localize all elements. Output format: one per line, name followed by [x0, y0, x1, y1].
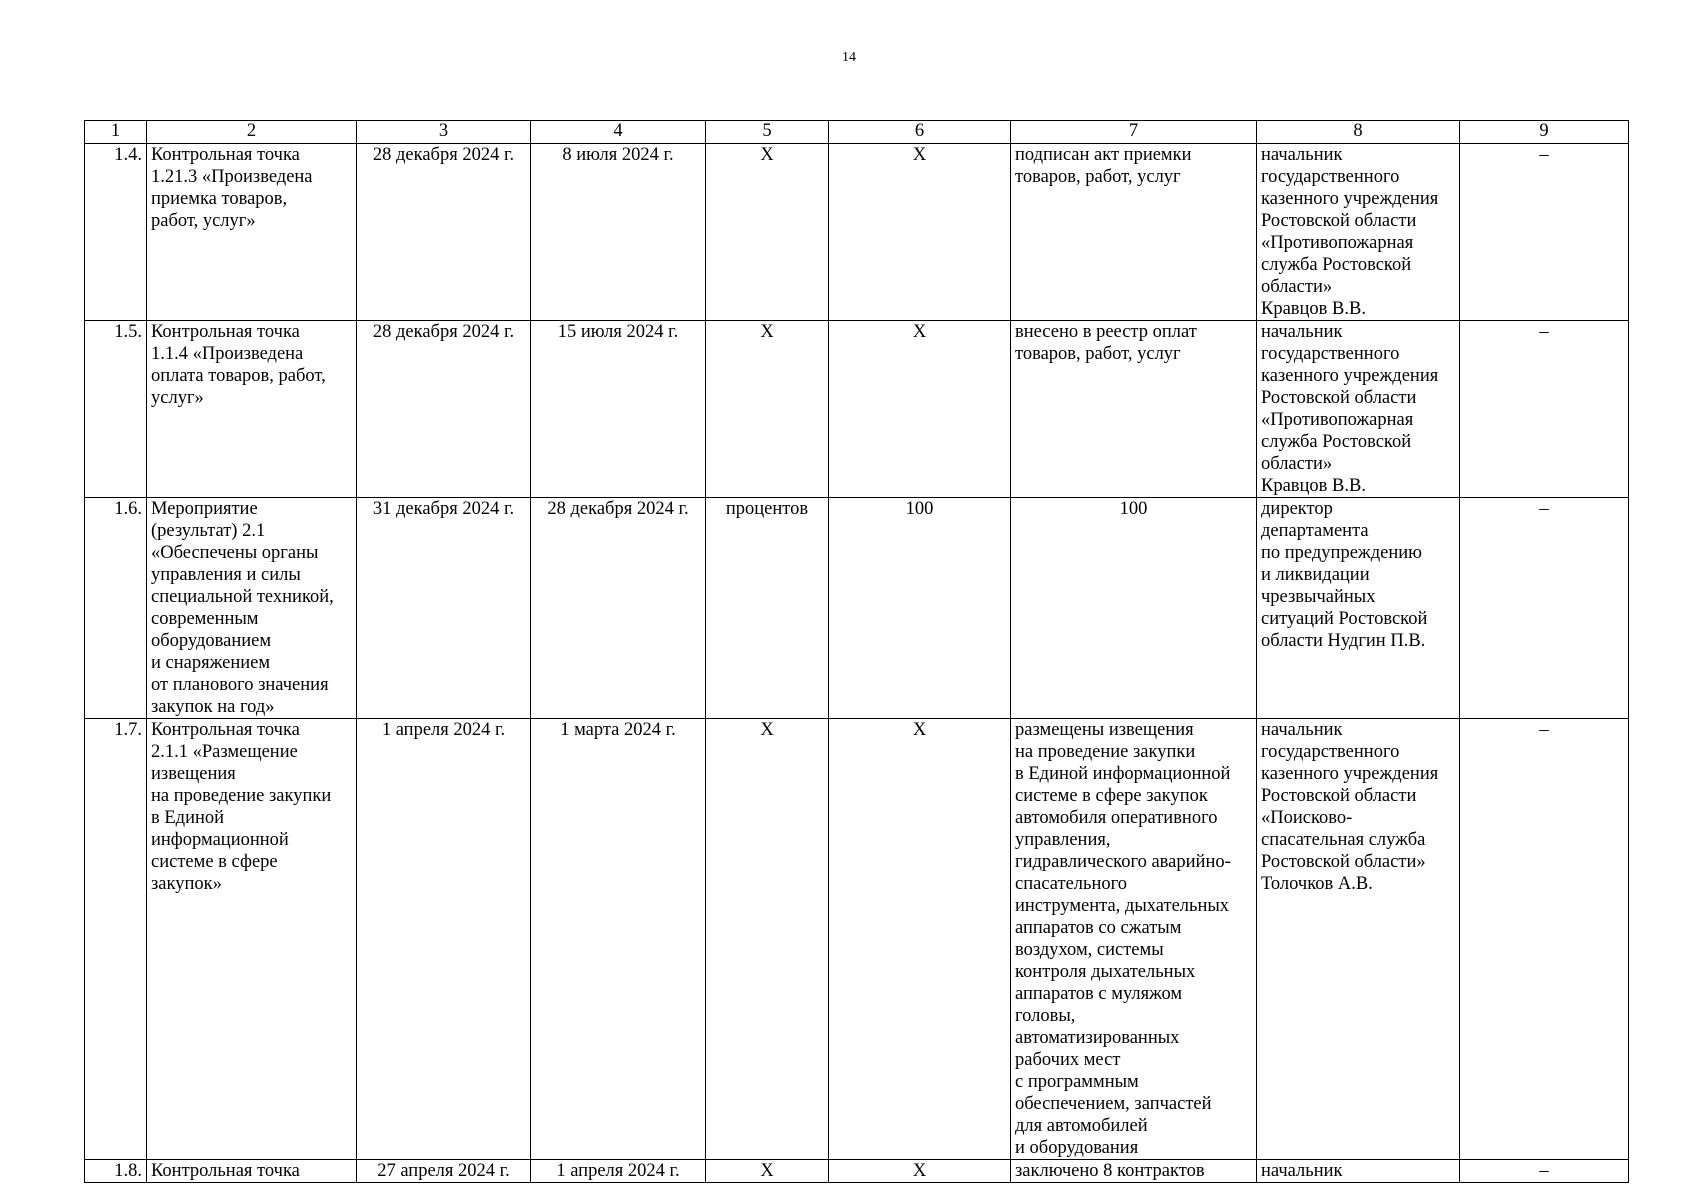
- fact-date: 1 марта 2024 г.: [531, 719, 706, 1160]
- column-header: 8: [1257, 121, 1460, 144]
- note: –: [1460, 1160, 1629, 1183]
- plan-value: Х: [829, 1160, 1011, 1183]
- responsible-person: начальник: [1257, 1160, 1460, 1183]
- result: заключено 8 контрактов: [1011, 1160, 1257, 1183]
- plan-value: Х: [829, 719, 1011, 1160]
- plan-date: 31 декабря 2024 г.: [357, 498, 531, 719]
- table-row: [85, 321, 1629, 498]
- fact-date: 8 июля 2024 г.: [531, 144, 706, 321]
- responsible-person: начальник государственного казенного учреждения Ростовской области «Противопожарная служба Ростовской области» Кравцов В.В.: [1257, 321, 1460, 498]
- result: размещены извещения на проведение закупки в Единой информационной системе в сфере закупок автомобиля оперативного управления, гидравлического аварийно- спасательного инструмента, дыхательных аппаратов со сжатым воздухом, системы контроля дыхательных аппаратов с муляжом головы, автоматизированных рабочих мест с программным обеспечением, запчастей для автомобилей и оборудования: [1011, 719, 1257, 1160]
- column-header: 6: [829, 121, 1011, 144]
- responsible-person: директор департамента по предупреждению и ликвидации чрезвычайных ситуаций Ростовской области Нудгин П.В.: [1257, 498, 1460, 719]
- unit: Х: [706, 719, 829, 1160]
- result: внесено в реестр оплат товаров, работ, услуг: [1011, 321, 1257, 498]
- result: 100: [1011, 498, 1257, 719]
- plan-value: Х: [829, 321, 1011, 498]
- note: –: [1460, 321, 1629, 498]
- result: подписан акт приемки товаров, работ, услуг: [1011, 144, 1257, 321]
- control-point-name: Контрольная точка 2.1.1 «Размещение извещения на проведение закупки в Единой информационной системе в сфере закупок»: [147, 719, 357, 1160]
- responsible-person: начальник государственного казенного учреждения Ростовской области «Поисково- спасательная служба Ростовской области» Толочков А.В.: [1257, 719, 1460, 1160]
- control-point-name: Мероприятие (результат) 2.1 «Обеспечены органы управления и силы специальной техникой, современным оборудованием и снаряжением от планового значения закупок на год»: [147, 498, 357, 719]
- note: –: [1460, 498, 1629, 719]
- unit: процентов: [706, 498, 829, 719]
- plan-date: 28 декабря 2024 г.: [357, 144, 531, 321]
- row-number: 1.7.: [85, 719, 147, 1160]
- plan-value: 100: [829, 498, 1011, 719]
- control-point-name: Контрольная точка 1.21.3 «Произведена приемка товаров, работ, услуг»: [147, 144, 357, 321]
- table-row: [85, 498, 1629, 719]
- plan-value: Х: [829, 144, 1011, 321]
- column-header: 9: [1460, 121, 1629, 144]
- responsible-person: начальник государственного казенного учреждения Ростовской области «Противопожарная служба Ростовской области» Кравцов В.В.: [1257, 144, 1460, 321]
- plan-date: 1 апреля 2024 г.: [357, 719, 531, 1160]
- column-header: 4: [531, 121, 706, 144]
- table-row: [85, 1160, 1629, 1183]
- row-number: 1.6.: [85, 498, 147, 719]
- note: –: [1460, 719, 1629, 1160]
- column-header: 5: [706, 121, 829, 144]
- unit: Х: [706, 1160, 829, 1183]
- row-number: 1.4.: [85, 144, 147, 321]
- column-header: 3: [357, 121, 531, 144]
- row-number: 1.8.: [85, 1160, 147, 1183]
- control-point-name: Контрольная точка: [147, 1160, 357, 1183]
- column-header: 2: [147, 121, 357, 144]
- unit: Х: [706, 144, 829, 321]
- plan-date: 27 апреля 2024 г.: [357, 1160, 531, 1183]
- control-point-name: Контрольная точка 1.1.4 «Произведена оплата товаров, работ, услуг»: [147, 321, 357, 498]
- fact-date: 28 декабря 2024 г.: [531, 498, 706, 719]
- column-header: 7: [1011, 121, 1257, 144]
- page-number: 14: [842, 50, 856, 65]
- fact-date: 1 апреля 2024 г.: [531, 1160, 706, 1183]
- plan-date: 28 декабря 2024 г.: [357, 321, 531, 498]
- table-row: [85, 719, 1629, 1160]
- note: –: [1460, 144, 1629, 321]
- control-points-table: [84, 120, 1629, 1183]
- unit: Х: [706, 321, 829, 498]
- table-row: [85, 144, 1629, 321]
- row-number: 1.5.: [85, 321, 147, 498]
- column-header: 1: [85, 121, 147, 144]
- table-header-row: [85, 121, 1629, 144]
- fact-date: 15 июля 2024 г.: [531, 321, 706, 498]
